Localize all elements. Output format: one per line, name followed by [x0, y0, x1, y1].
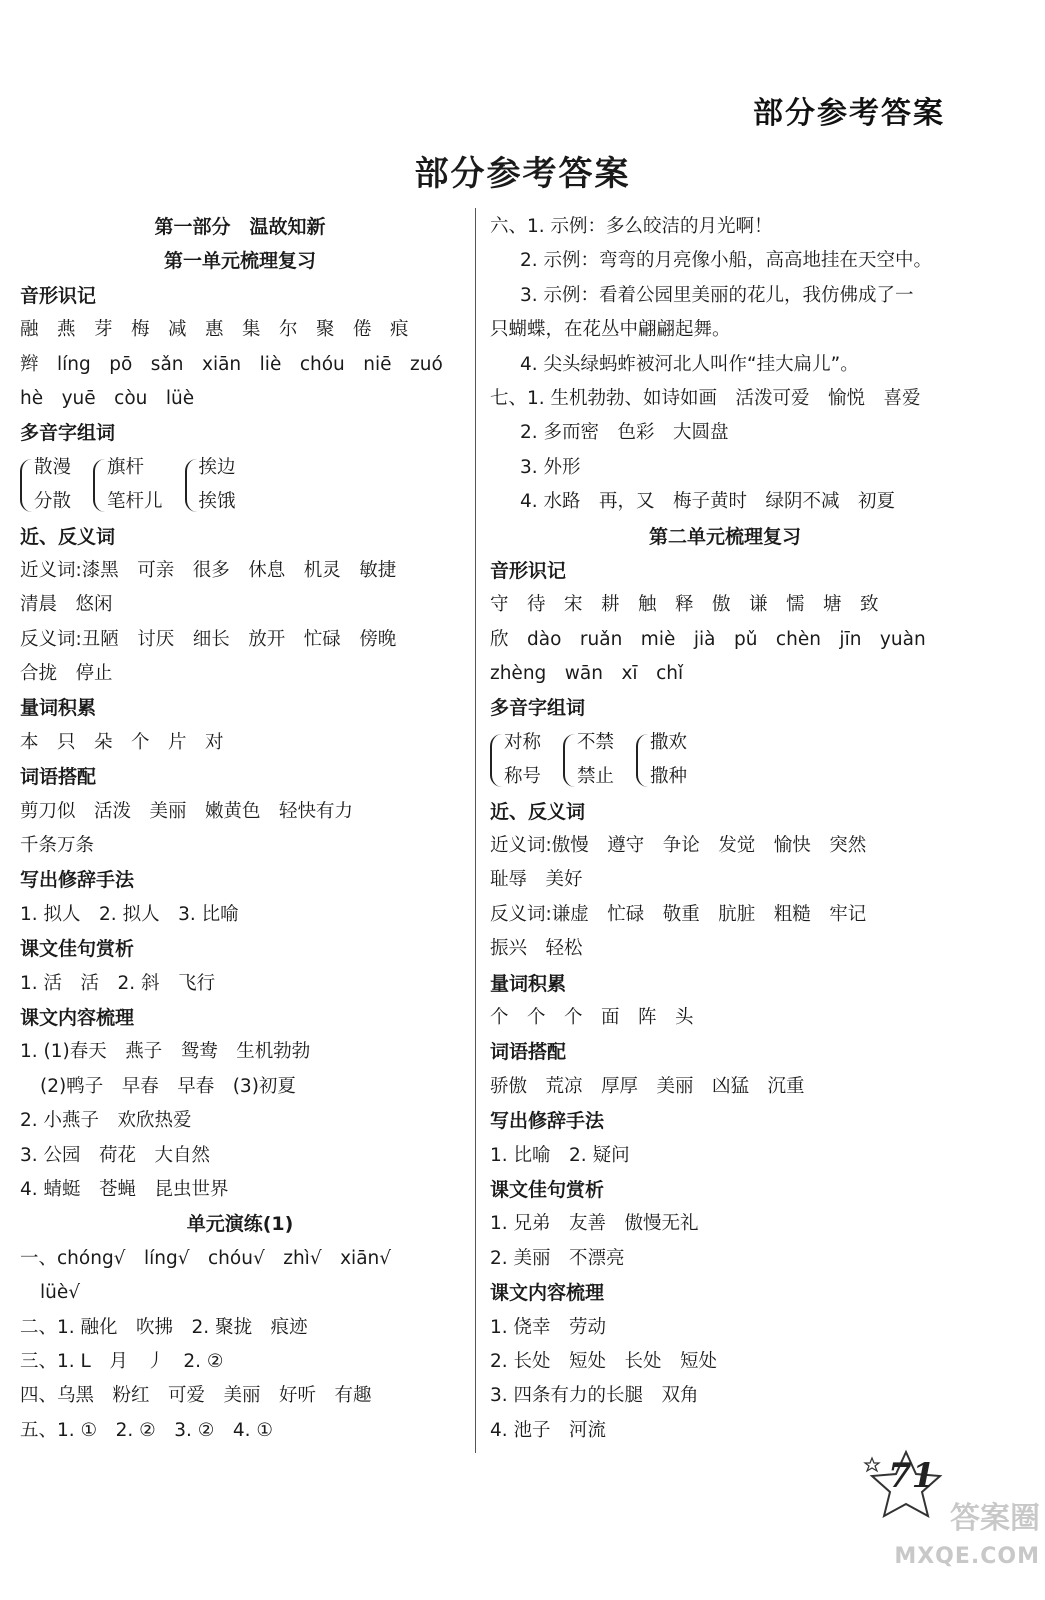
page-title: 部分参考答案: [414, 154, 631, 194]
polyphone-group: [185, 451, 236, 520]
answer-line: 清晨 悠闲: [20, 594, 113, 616]
polyphone-group: [563, 726, 614, 795]
answer-line: 辫 líng pō sǎn xiān liè chóu niē zuó: [20, 353, 443, 375]
answer-line: 守 待 宋 耕 触 释 傲 谦 懦 塘 致: [490, 594, 879, 616]
answer-line: 耻辱 美好: [490, 869, 583, 891]
section-heading: 写出修辞手法: [20, 869, 135, 892]
answer-line: 反义词:丑陋 讨厌 细长 放开 忙碌 傍晚: [20, 628, 397, 650]
unit1-title: 第一单元梳理复习: [163, 250, 316, 273]
section-heading: 课文内容梳理: [20, 1007, 135, 1029]
answer-line: 个 个 个 面 阵 头: [490, 1007, 694, 1028]
answer-line: 千条万条: [20, 835, 95, 857]
answer-line: 1. 兄弟 友善 傲慢无礼: [490, 1213, 699, 1235]
watermark-url: MXQE.COM: [894, 1544, 1040, 1569]
answer-line: 2. 长处 短处 长处 短处: [490, 1350, 718, 1372]
answer-line: 一、chóng√ líng√ chóu√ zhì√ xiān√: [20, 1247, 392, 1269]
watermark: [850, 1500, 1040, 1576]
polyphone-word: 禁止: [577, 766, 615, 788]
section-heading: 写出修辞手法: [490, 1110, 605, 1133]
brace-icon: [636, 734, 648, 787]
part-title: 第一部分 温故知新: [154, 216, 326, 238]
section-heading: 近、反义词: [20, 525, 116, 548]
answer-line: 近义词:傲慢 遵守 争论 发觉 愉快 突然: [490, 835, 867, 857]
section-heading: 近、反义词: [490, 800, 586, 823]
answer-line: lüè√: [40, 1282, 81, 1304]
answer-line: 剪刀似 活泼 美丽 嫩黄色 轻快有力: [20, 800, 354, 822]
section-heading: 词语搭配: [20, 766, 97, 789]
polyphone-word: 散漫: [34, 456, 72, 478]
answer-line: 骄傲 荒凉 厚厚 美丽 凶猛 沉重: [490, 1075, 805, 1097]
answer-line: 振兴 轻松: [490, 938, 583, 960]
answer-line: 2. 示例：弯弯的月亮像小船，高高地挂在天空中。: [520, 250, 933, 272]
answer-line: 3. 公园 荷花 大自然: [20, 1144, 211, 1166]
page-number: 71: [888, 1456, 936, 1496]
answer-line: 3. 示例：看着公园里美丽的花儿，我仿佛成了一: [520, 284, 914, 306]
answer-line: 4. 池子 河流: [490, 1419, 607, 1441]
polyphone-word: 撒欢: [650, 731, 688, 753]
answer-line: (2)鸭子 早春 早春 (3)初夏: [40, 1075, 296, 1097]
answer-line: zhèng wān xī chǐ: [490, 663, 684, 685]
answer-line: 近义词:漆黑 可亲 很多 休息 机灵 敏捷: [20, 559, 397, 581]
polyphone-word: 分散: [34, 491, 72, 513]
answer-line: 3. 四条有力的长腿 双角: [490, 1385, 699, 1407]
column-divider: [475, 208, 476, 1453]
answer-line: 融 燕 芽 梅 减 惠 集 尔 聚 倦 痕: [20, 319, 409, 341]
answer-line: 三、1. L 月 丿 2. ②: [20, 1350, 224, 1372]
answer-line: 2. 美丽 不漂亮: [490, 1247, 625, 1269]
left-column: [20, 210, 460, 1448]
section-heading: 多音字组词: [490, 697, 586, 720]
section-heading: 词语搭配: [490, 1041, 567, 1064]
section-heading: 音形识记: [20, 284, 97, 307]
polyphone-word: 对称: [504, 731, 542, 753]
answer-line: 2. 多而密 色彩 大圆盘: [520, 422, 729, 444]
answer-line: 1. 侥幸 劳动: [490, 1316, 607, 1338]
polyphone-group: [93, 451, 163, 520]
exercise-title: 单元演练(1): [186, 1213, 294, 1236]
polyphone-word: 挨边: [198, 456, 236, 478]
polyphone-group: [490, 726, 541, 795]
polyphone-groups: [490, 726, 960, 795]
polyphone-group: [20, 451, 71, 520]
polyphone-word: 旗杆: [107, 456, 145, 478]
polyphone-word: 撒种: [650, 766, 688, 788]
brace-icon: [490, 734, 502, 787]
polyphone-groups: [20, 451, 460, 520]
section-heading: 课文佳句赏析: [20, 938, 135, 961]
brace-icon: [20, 459, 32, 512]
answer-line: 反义词:谦虚 忙碌 敬重 肮脏 粗糙 牢记: [490, 903, 867, 925]
answer-line: 4. 蜻蜓 苍蝇 昆虫世界: [20, 1178, 229, 1200]
answer-line: 2. 小燕子 欢欣热爱: [20, 1110, 192, 1132]
answer-line: hè yuē còu lüè: [20, 387, 195, 409]
polyphone-word: 称号: [504, 766, 542, 788]
answer-line: 本 只 朵 个 片 对: [20, 731, 224, 753]
section-heading: 课文内容梳理: [490, 1282, 605, 1305]
brace-icon: [563, 734, 575, 787]
answer-line: 七、1. 生机勃勃、如诗如画 活泼可爱 愉悦 喜爱: [490, 387, 921, 409]
answer-line: 4. 水路 再，又 梅子黄时 绿阴不减 初夏: [520, 491, 896, 513]
answer-line: 六、1. 示例：多么皎洁的月光啊！: [490, 216, 773, 237]
section-heading: 音形识记: [490, 559, 567, 582]
answer-line: 二、1. 融化 吹拂 2. 聚拢 痕迹: [20, 1316, 308, 1338]
polyphone-word: 不禁: [577, 731, 615, 753]
polyphone-word: 挨饿: [198, 491, 236, 513]
header-tag: 部分参考答案: [753, 96, 945, 131]
answer-line: 欣 dào ruǎn miè jià pǔ chèn jīn yuàn: [490, 628, 926, 650]
section-heading: 量词积累: [20, 697, 97, 720]
answer-line: 四、乌黑 粉红 可爱 美丽 好听 有趣: [20, 1385, 372, 1407]
answer-line: 3. 外形: [520, 456, 581, 478]
unit2-title: 第二单元梳理复习: [648, 525, 801, 548]
section-heading: 量词积累: [490, 972, 567, 995]
answer-line: 1. 活 活 2. 斜 飞行: [20, 972, 216, 994]
watermark-text: 答案圈: [950, 1501, 1040, 1536]
answer-line: 1. 比喻 2. 疑问: [490, 1144, 630, 1166]
answer-line: 1. (1)春天 燕子 鸳鸯 生机勃勃: [20, 1041, 311, 1063]
polyphone-word: 笔杆儿: [107, 491, 163, 513]
answer-line: 合拢 停止: [20, 663, 113, 685]
section-heading: 多音字组词: [20, 422, 116, 445]
section-heading: 课文佳句赏析: [490, 1178, 605, 1201]
brace-icon: [93, 459, 105, 512]
answer-line: 五、1. ① 2. ② 3. ② 4. ①: [20, 1419, 273, 1441]
polyphone-group: [636, 726, 687, 795]
right-column: [490, 210, 960, 1448]
answer-line: 1. 拟人 2. 拟人 3. 比喻: [20, 903, 239, 925]
answer-line: 4. 尖头绿蚂蚱被河北人叫作“挂大扁儿”。: [520, 353, 859, 375]
brace-icon: [185, 459, 197, 512]
answer-line: 只蝴蝶，在花丛中翩翩起舞。: [490, 319, 731, 341]
